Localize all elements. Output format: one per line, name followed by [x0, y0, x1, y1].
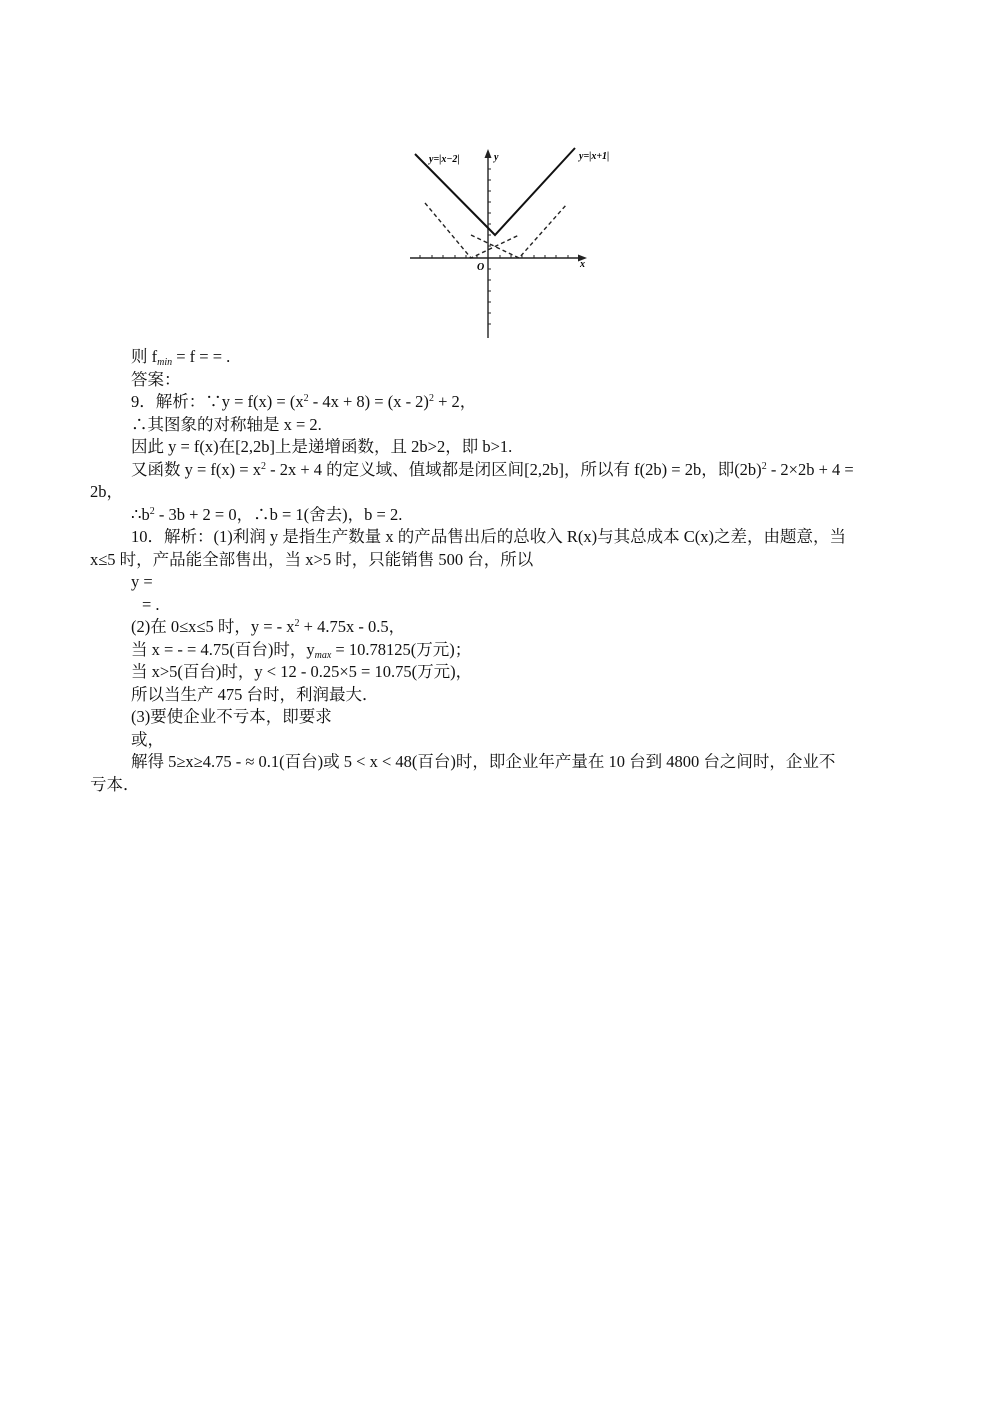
text-span: - 4x + 8) = (x - 2) [308, 392, 429, 411]
answer-text [90, 346, 910, 796]
text-span: + 2， [433, 392, 477, 411]
y-axis-label: y [494, 152, 499, 163]
text-line-part2 [90, 616, 910, 639]
label-y-abs-x-plus-1: y=|x+1| [579, 151, 610, 162]
subscript: max [314, 649, 332, 661]
text-line-y-equals: y = [131, 572, 153, 591]
text-span: (2)在 0≤x≤5 时，y = - x [131, 617, 295, 636]
text-line-equals: = . [142, 594, 160, 614]
y-axis-arrow [485, 149, 492, 158]
dashed-curve-right [471, 204, 567, 258]
text-line-max-profit: 所以当生产 475 台时，利润最大． [131, 684, 379, 704]
text-line-q9-analysis [90, 391, 910, 414]
text-span: ∴b [131, 504, 150, 524]
superscript: 2 [303, 393, 309, 404]
text-line-2b: 2b， [90, 482, 123, 501]
text-span: = 10.78125(万元)； [331, 639, 472, 659]
text-line-no-loss: 亏本． [90, 774, 140, 794]
text-line-fmin [90, 346, 910, 369]
superscript: 2 [428, 393, 434, 404]
text-line-q10-analysis: 10．解析：(1)利润 y 是指生产数量 x 的产品售出后的总收入 R(x)与其总成本 C(x)之差，由题意，当 [131, 527, 846, 546]
text-span: 则 f [131, 347, 158, 366]
text-span: = f = = . [172, 347, 231, 366]
superscript: 2 [149, 505, 155, 517]
text-line-part3: (3)要使企业不亏本，即要求 [131, 707, 332, 726]
text-span: - 2x + 4 的定义域、值域都是闭区间[2,2b]，所以有 f(2b) = 2b，即(2b) [265, 459, 762, 479]
superscript: 2 [761, 460, 767, 472]
text-span: 又函数 y = f(x) = x [131, 459, 261, 479]
label-y-abs-x-minus-2: y=|x−2| [429, 154, 460, 165]
x-axis-label: x [580, 259, 585, 270]
origin-label: O [477, 262, 485, 273]
text-line-x-gt-5: 当 x>5(百台)时，y < 12 - 0.25×5 = 10.75(万元)， [131, 662, 473, 681]
superscript: 2 [260, 460, 266, 472]
function-graph [405, 138, 610, 343]
text-span: - 2×2b + 4 = [766, 459, 854, 479]
text-span: 当 x = - = 4.75(百台)时，y [131, 639, 315, 659]
text-line-ymax [90, 639, 910, 662]
superscript: 2 [294, 618, 300, 629]
text-line-increasing: 因此 y = f(x)在[2,2b]上是递增函数，且 2b>2，即 b>1. [131, 437, 513, 456]
text-line-solution: 解得 5≥x≥4.75 - ≈ 0.1(百台)或 5 < x < 48(百台)时，即企业年产量在 10 台到 4800 台之间时，企业不 [131, 752, 836, 771]
text-line-answer-heading: 答案： [131, 369, 181, 389]
subscript: min [157, 357, 173, 368]
text-line-sales: x≤5 时，产品能全部售出，当 x>5 时，只能销售 500 台，所以 [90, 549, 534, 569]
text-line-or: 或， [131, 729, 164, 749]
text-span: 9．解析：∵y = f(x) = (x [131, 392, 304, 411]
text-line-symmetry-axis: ∴其图象的对称轴是 x = 2. [131, 414, 322, 434]
text-line-domain-range [90, 459, 910, 482]
text-span: - 3b + 2 = 0，∴b = 1(舍去)，b = 2. [154, 504, 403, 524]
text-span: + 4.75x - 0.5， [299, 617, 406, 636]
text-line-solve-b [90, 504, 910, 527]
